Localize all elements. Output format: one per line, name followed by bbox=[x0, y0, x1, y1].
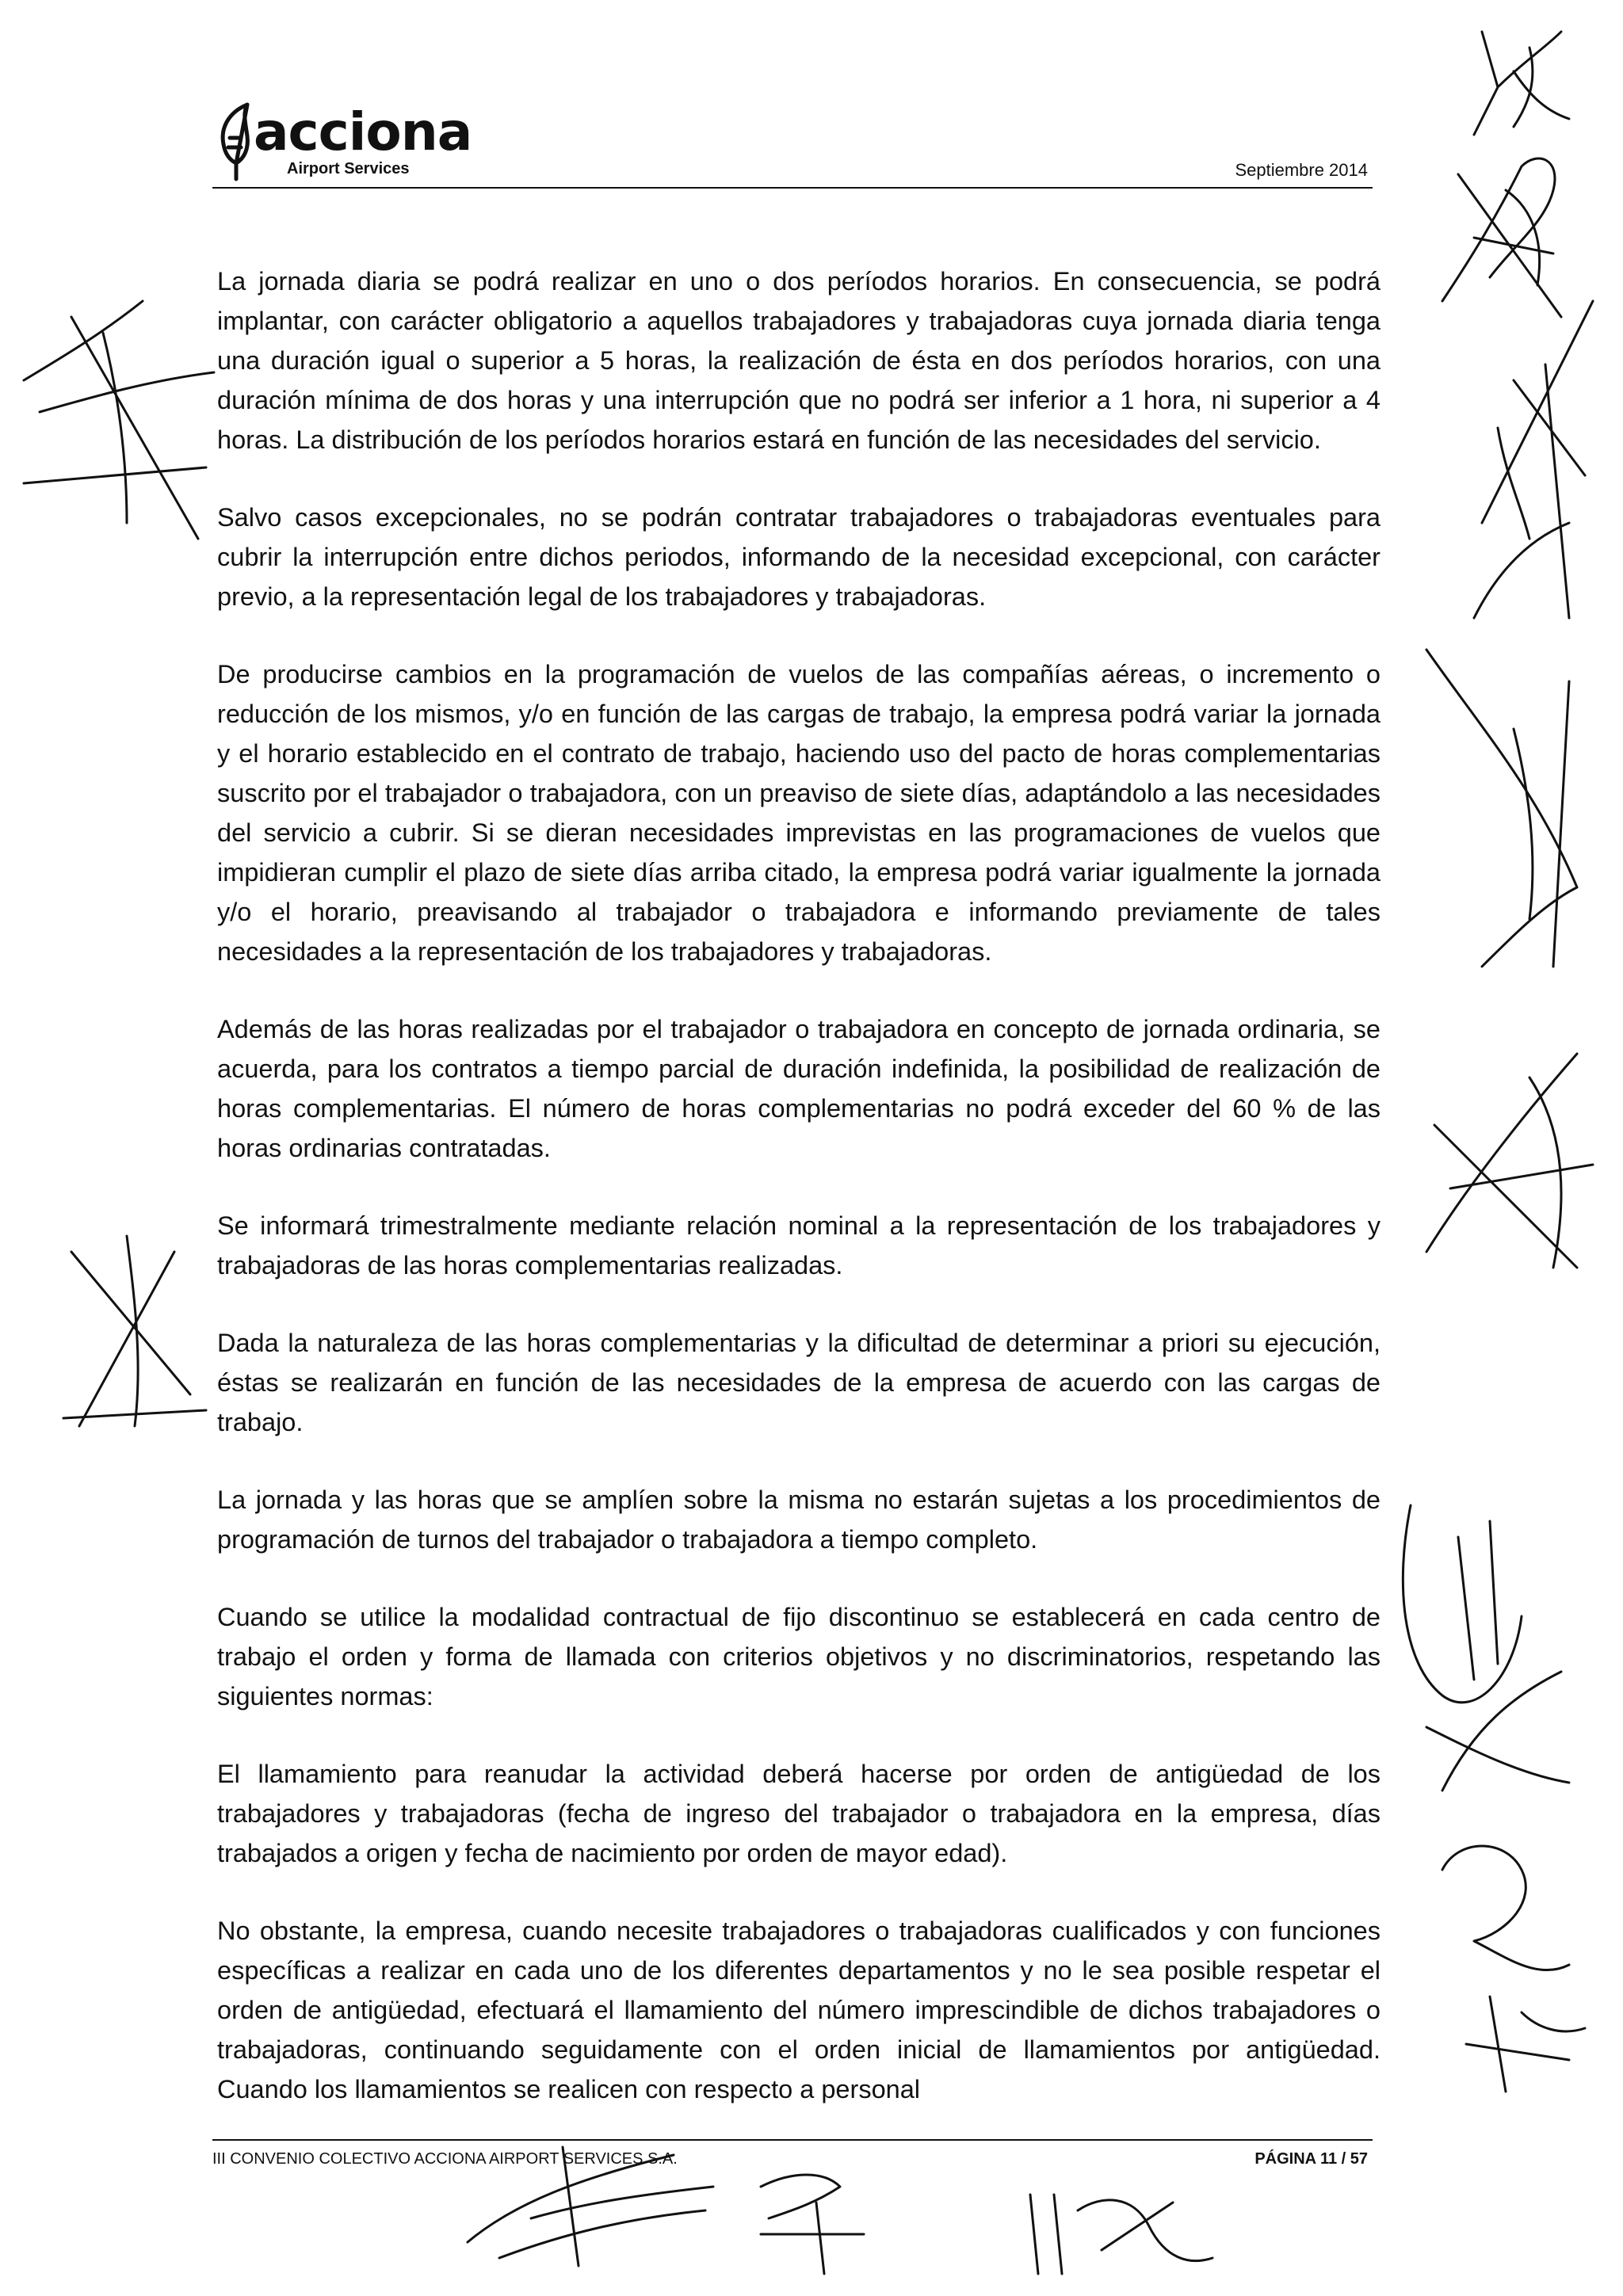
signature-right-3 bbox=[1419, 634, 1609, 982]
logo-subtitle: Airport Services bbox=[287, 160, 410, 177]
paragraph: La jornada y las horas que se amplíen sobre la misma no estarán sujetas a los procedimientos de programación de turnos del trabajador o trabajadora a tiempo completo. bbox=[217, 1486, 1381, 1554]
signature-right-6 bbox=[1411, 1822, 1601, 2107]
signature-top-right bbox=[1450, 16, 1577, 143]
paragraph: De producirse cambios en la programación de vuelos de las compañías aéreas, o incremento o reducción de los mismos, y/o en función de las cargas de trabajo, la empresa podrá variar la jornada y el horario establecido en el contrato de trabajo, haciendo uso del pacto de horas complementarias suscrito por el trabajador o trabajadora, con un preaviso de siete días, adaptándolo a las necesidades del servicio a cubrir. Si se dieran necesidades imprevistas en las programaciones de vuelos que impidieran cumplir el plazo de siete días arriba citado, la empresa podrá variar igualmente la jornada y/o el horario, preavisando al trabajador o trabajadora e informando previamente de tales necesidades a la representación de los trabajadores y trabajadoras. bbox=[217, 660, 1381, 966]
paragraph: Dada la naturaleza de las horas complementarias y la dificultad de determinar a priori su ejecución, éstas se realizarán en función de las necesidades de la empresa de acuerdo con las cargas de trabajo. bbox=[217, 1329, 1381, 1436]
signature-left-2 bbox=[48, 1220, 222, 1442]
signature-right-2 bbox=[1450, 285, 1609, 634]
paragraph: Se informará trimestralmente mediante relación nominal a la representación de los trabajadores y trabajadoras de las horas complementarias realizadas. bbox=[217, 1211, 1381, 1280]
signature-right-4 bbox=[1403, 1030, 1609, 1315]
document-body bbox=[217, 261, 1381, 2147]
footer-document-title: III CONVENIO COLECTIVO ACCIONA AIRPORT SERVICES S.A. bbox=[212, 2150, 678, 2168]
acciona-leaf-icon bbox=[212, 97, 257, 185]
header-divider bbox=[212, 187, 1373, 189]
signature-bottom-2 bbox=[745, 2155, 872, 2282]
paragraph: Salvo casos excepcionales, no se podrán contratar trabajadores o trabajadoras eventuales para cubrir la interrupción entre dichos periodos, informando de la necesidad excepcional, con carácter previo, a la representación legal de los trabajadores y trabajadoras. bbox=[217, 503, 1381, 611]
signature-bottom-1 bbox=[452, 2123, 737, 2282]
footer-divider bbox=[212, 2139, 1373, 2141]
paragraph: La jornada diaria se podrá realizar en uno o dos períodos horarios. En consecuencia, se podrá implantar, con carácter obligatorio a aquellos trabajadores y trabajadoras cuya jornada diaria tenga una duración igual o superior a 5 horas, la realización de ésta en dos períodos horarios, con una duración mínima de dos horas y una interrupción que no podrá ser inferior a 1 hora, ni superior a 4 horas. La distribución de los períodos horarios estará en función de las necesidades del servicio. bbox=[217, 267, 1381, 454]
logo-wordmark: acciona bbox=[254, 101, 472, 162]
signature-bottom-3 bbox=[1014, 2179, 1220, 2282]
header-date: Septiembre 2014 bbox=[1235, 160, 1368, 180]
signature-left-1 bbox=[8, 269, 238, 570]
paragraph: No obstante, la empresa, cuando necesite trabajadores o trabajadoras cualificados y con funciones específicas a realizar en cada uno de los diferentes departamentos y no le sea posible respetar el orden de antigüedad, efectuará el llamamiento del número imprescindible de dichos trabajadores o trabajadoras, continuando seguidamente con el orden inicial de llamamientos por antigüedad. Cuando los llamamientos se realicen con respecto a personal bbox=[217, 1917, 1381, 2103]
footer-page-number: PÁGINA 11 / 57 bbox=[1254, 2150, 1368, 2168]
acciona-logo bbox=[212, 93, 482, 189]
paragraph: Cuando se utilice la modalidad contractual de fijo discontinuo se establecerá en cada centro de trabajo el orden y forma de llamada con criterios objetivos y no discriminatorios, respetando las siguientes normas: bbox=[217, 1603, 1381, 1711]
signature-right-5 bbox=[1379, 1489, 1585, 1822]
paragraph: Además de las horas realizadas por el trabajador o trabajadora en concepto de jornada ordinaria, se acuerda, para los contratos a tiempo parcial de duración indefinida, la posibilidad de realización de horas complementarias. El número de horas complementarias no podrá exceder del 60 % de las horas ordinarias contratadas. bbox=[217, 1015, 1381, 1162]
paragraph: El llamamiento para reanudar la actividad deberá hacerse por orden de antigüedad de los trabajadores y trabajadoras (fecha de ingreso del trabajador o trabajadora en la empresa, días trabajados a origen y fecha de nacimiento por orden de mayor edad). bbox=[217, 1760, 1381, 1867]
